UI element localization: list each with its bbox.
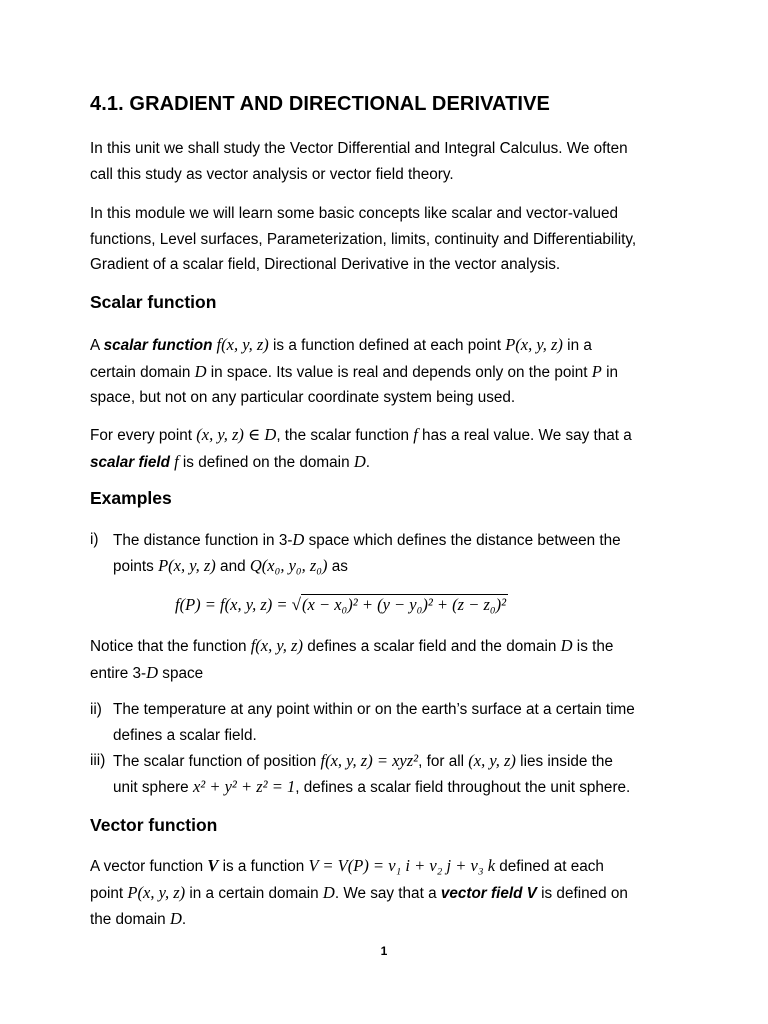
text-span: as bbox=[327, 557, 348, 575]
text-span: A bbox=[90, 337, 104, 354]
text-span: certain domain bbox=[90, 363, 195, 381]
text-span: the domain bbox=[90, 911, 170, 928]
equation-radicand: (x − x₀)² + (y − y₀)² + (z − z₀)² bbox=[302, 595, 507, 614]
text-span: , the scalar function bbox=[276, 427, 414, 444]
math-expression: D bbox=[560, 636, 573, 655]
math-expression: D bbox=[169, 909, 182, 928]
text-line: space, but not on any particular coordinate system being used. bbox=[90, 389, 516, 406]
text-line bbox=[113, 553, 348, 580]
text-span: defined at each bbox=[495, 858, 604, 875]
math-expression: f(x, y, z) bbox=[250, 636, 303, 655]
notice-paragraph bbox=[90, 633, 700, 686]
vector-function-definition bbox=[90, 853, 700, 933]
intro-paragraph-1 bbox=[90, 136, 700, 187]
example-item-iii bbox=[90, 748, 710, 799]
list-marker: i) bbox=[90, 531, 99, 548]
text-span: and bbox=[215, 557, 250, 575]
text-span: space which defines the distance between the bbox=[304, 532, 621, 549]
text-span: For every point bbox=[90, 427, 197, 444]
math-expression: (x, y, z) bbox=[468, 751, 516, 770]
scalar-function-definition bbox=[90, 332, 700, 411]
math-expression: f(x, y, z) = xyz² bbox=[320, 751, 419, 770]
text-line bbox=[90, 359, 700, 386]
text-line bbox=[90, 660, 700, 687]
math-expression: P(x, y, z) bbox=[505, 335, 563, 354]
equation-lhs: f(P) = f(x, y, z) = bbox=[175, 595, 292, 614]
text-span: defines a scalar field and the domain bbox=[302, 638, 561, 655]
text-line: defines a scalar field. bbox=[113, 726, 257, 744]
text-span: , for all bbox=[418, 753, 469, 770]
text-span: The distance function in 3- bbox=[113, 532, 293, 549]
text-span: . bbox=[181, 911, 187, 928]
text-span: is defined on bbox=[536, 884, 628, 902]
text-span: is the bbox=[572, 638, 614, 655]
intro-paragraph-2 bbox=[90, 201, 700, 278]
page-number: 1 bbox=[380, 944, 388, 958]
text-span: A vector function bbox=[90, 858, 208, 875]
text-span: The scalar function of position bbox=[113, 753, 321, 770]
math-expression: x² + y² + z² = 1 bbox=[192, 776, 296, 796]
page-title: 4.1. GRADIENT AND DIRECTIONAL DERIVATIVE bbox=[90, 93, 550, 115]
text-line bbox=[90, 422, 700, 449]
section-heading-vector-function: Vector function bbox=[90, 815, 218, 835]
math-expression: P(x, y, z) bbox=[127, 882, 186, 902]
list-marker: iii) bbox=[90, 752, 106, 769]
text-span: Notice that the function bbox=[90, 638, 251, 655]
math-expression: (x, y, z) ∈ D bbox=[196, 425, 277, 444]
math-expression: f bbox=[413, 425, 418, 444]
example-item-i bbox=[90, 527, 710, 578]
math-expression: V = V(P) = v₁ i + v₂ j + v₃ k bbox=[308, 856, 496, 875]
math-expression: D bbox=[146, 662, 159, 682]
text-line bbox=[90, 906, 700, 933]
text-line bbox=[90, 449, 700, 476]
text-span: entire 3- bbox=[90, 664, 147, 682]
text-span: in a bbox=[562, 337, 592, 354]
distance-equation bbox=[175, 594, 508, 615]
text-span: points bbox=[113, 557, 159, 575]
math-expression: P bbox=[591, 361, 602, 381]
section-heading-scalar-function: Scalar function bbox=[90, 292, 217, 312]
text-line: functions, Level surfaces, Parameterization, limits, continuity and Differentiability, bbox=[90, 230, 637, 248]
text-span: is a function bbox=[218, 858, 309, 875]
text-span: in bbox=[601, 363, 618, 381]
list-marker: ii) bbox=[90, 701, 102, 718]
text-line: Gradient of a scalar field, Directional Derivative in the vector analysis. bbox=[90, 256, 561, 273]
text-span: in a certain domain bbox=[185, 884, 323, 902]
math-expression: D bbox=[322, 882, 335, 902]
math-expression: D bbox=[353, 451, 366, 471]
term-scalar-function: scalar function bbox=[103, 337, 213, 354]
math-expression: P(x, y, z) bbox=[158, 555, 216, 575]
term-scalar-field: scalar field bbox=[90, 453, 170, 471]
text-span: is a function defined at each point bbox=[268, 337, 506, 354]
text-span: in space. Its value is real and depends only on the point bbox=[206, 363, 592, 381]
scalar-field-definition bbox=[90, 422, 700, 475]
text-line: In this module we will learn some basic concepts like scalar and vector-valued bbox=[90, 205, 618, 222]
text-line: call this study as vector analysis or vector field theory. bbox=[90, 165, 454, 183]
text-line bbox=[113, 748, 613, 775]
math-expression: f(x, y, z) bbox=[212, 335, 269, 354]
section-heading-examples: Examples bbox=[90, 488, 172, 508]
text-span: lies inside the bbox=[515, 753, 613, 770]
text-span: space bbox=[158, 664, 204, 682]
text-span: has a real value. We say that a bbox=[417, 427, 632, 444]
math-expression: D bbox=[292, 530, 305, 549]
text-span: is defined on the domain bbox=[178, 453, 354, 471]
math-expression: Q(x₀, y₀, z₀) bbox=[249, 555, 328, 575]
sqrt-icon: √ bbox=[291, 595, 301, 614]
text-line bbox=[113, 527, 621, 554]
text-span: . We say that a bbox=[334, 884, 441, 902]
math-expression: V bbox=[207, 856, 219, 875]
term-vector-field: vector field V bbox=[440, 884, 537, 902]
text-span: unit sphere bbox=[113, 778, 193, 796]
text-line bbox=[90, 332, 700, 359]
text-line: The temperature at any point within or on the earth’s surface at a certain time bbox=[113, 701, 635, 718]
math-expression: f bbox=[169, 451, 179, 471]
text-line bbox=[90, 880, 700, 907]
text-line: In this unit we shall study the Vector Differential and Integral Calculus. We often bbox=[90, 140, 628, 157]
text-line bbox=[113, 774, 630, 801]
text-line bbox=[90, 633, 700, 660]
text-span: , defines a scalar field throughout the unit sphere. bbox=[295, 778, 631, 796]
text-line bbox=[90, 853, 700, 880]
text-span: point bbox=[90, 884, 128, 902]
text-span: . bbox=[365, 453, 371, 471]
example-item-ii bbox=[90, 697, 710, 748]
math-expression: D bbox=[194, 361, 207, 381]
